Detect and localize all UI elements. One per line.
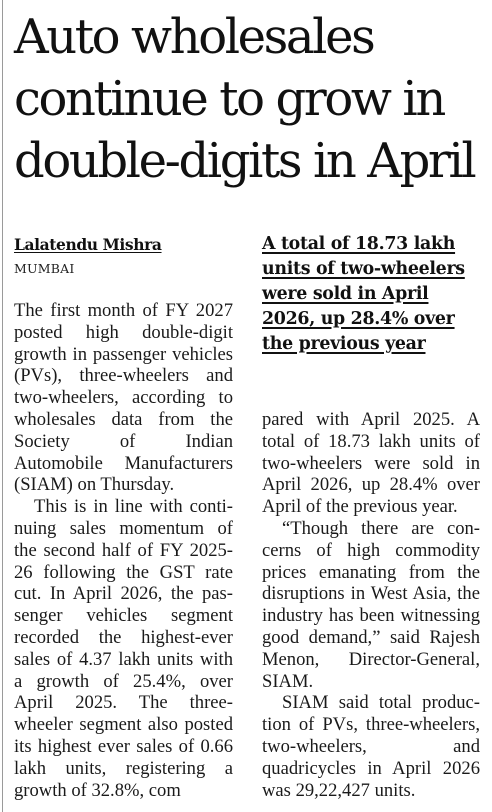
headline-line: Auto wholesales (14, 9, 374, 65)
body-paragraph: “Though there are concerns of high commodity prices emanating from the disruptions in West Asia, the industry has been witnessing good demand,” said Rajesh Menon, Director-General, SIAM. (262, 517, 480, 692)
column-rule (2, 0, 3, 812)
pull-quote (262, 232, 484, 357)
pull-quote-line: 2026, up 28.4% over (262, 309, 455, 329)
body-paragraph: SIAM said total production of PVs, three-wheelers, two-wheelers, and quadricycles in April 2026 was 29,22,427 units. (262, 692, 480, 801)
body-column-right (262, 409, 480, 801)
pull-quote-line: were sold in April (262, 284, 429, 304)
body-paragraph: This is in line with continuing sales momentum of the second half of FY 2025-26 following the GST rate cut. In April 2026, the passenger vehicles segment recorded the highest-ever sales of 4.37 lakh units with a growth of 25.4%, over April 2025. The three-wheeler segment also posted its highest ever sales of 0.66 lakh units, registering a growth of 32.8%, com (14, 496, 233, 801)
pull-quote-line: A total of 18.73 lakh (262, 234, 456, 254)
pull-quote-line: units of two-wheelers (262, 259, 465, 279)
headline-line: continue to grow in (14, 71, 444, 127)
body-paragraph: pared with April 2025. A total of 18.73 lakh units of two-wheelers were sold in April 2026, up 28.4% over April of the previous year. (262, 409, 480, 518)
headline-line: double-digits in April (14, 133, 475, 189)
body-column-left (14, 300, 233, 801)
author-byline[interactable]: Lalatendu Mishra (14, 235, 162, 254)
dateline: MUMBAI (14, 261, 75, 276)
body-paragraph: The first month of FY 2027 posted high double-digit growth in passenger vehicles (PVs), three-wheelers and two-wheelers, according to wholesales data from the Society of Indian Automobile Manufacturers (SIAM) on Thursday. (14, 300, 233, 496)
headline (14, 6, 490, 192)
pull-quote-line: the previous year (262, 334, 426, 354)
